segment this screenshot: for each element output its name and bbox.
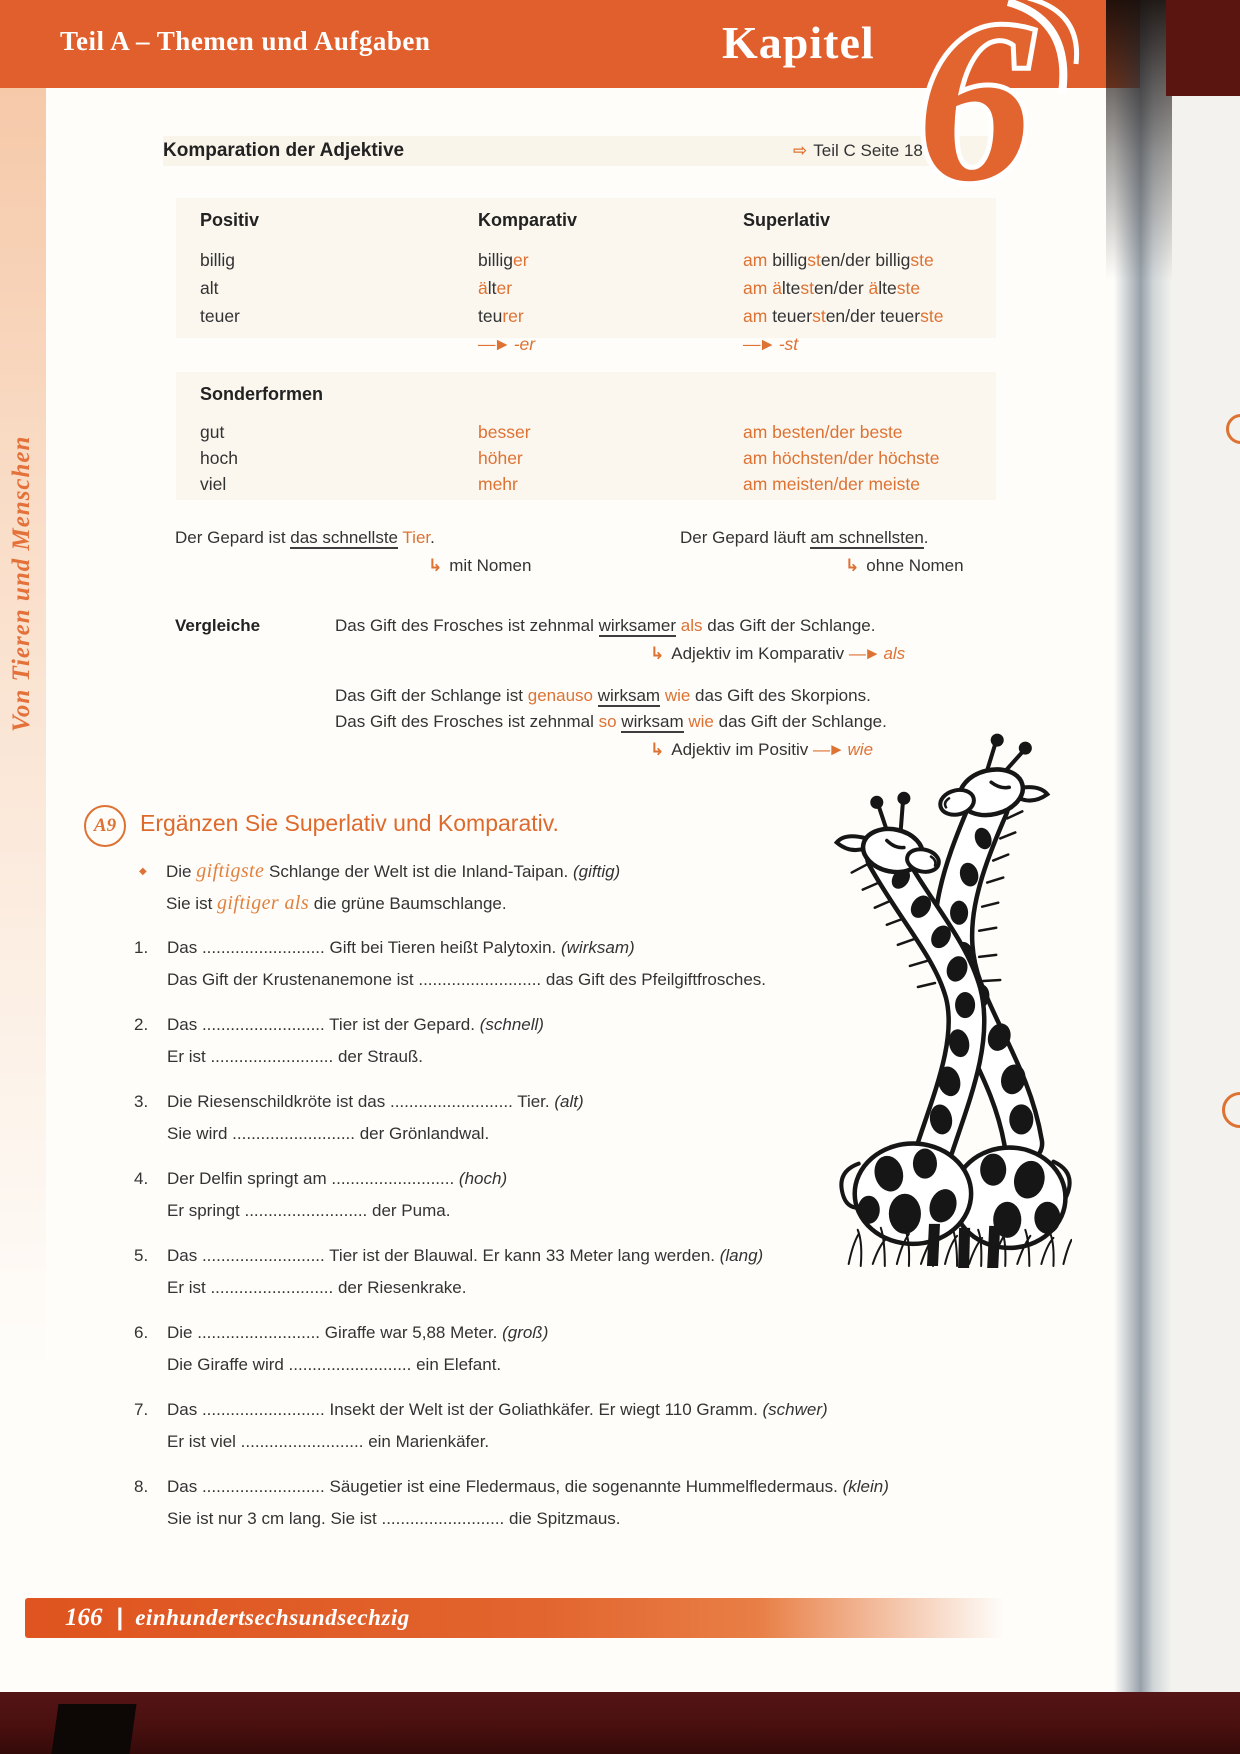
cell-positiv: viel	[200, 474, 227, 494]
comparison-note-1: ↳ Adjektiv im Komparativ —► als	[650, 644, 906, 663]
exercise-line: Er ist .......................... der Riesenkrake.	[167, 1278, 467, 1297]
suffix-komparativ: —► -er	[478, 334, 536, 354]
exercise-item-number: 6.	[134, 1323, 149, 1342]
note-arrow-icon: ↳	[845, 556, 860, 575]
bottom-cover-band	[0, 1692, 1240, 1754]
cell-superlativ: am ältesten/der älteste	[743, 278, 921, 298]
bottom-cover-tab	[51, 1704, 136, 1754]
exercise-line: Das .......................... Säugetier ist eine Fledermaus, die sogenannte Hummelfledermaus. (klein)	[167, 1477, 889, 1496]
cell-superlativ: am besten/der beste	[743, 422, 903, 442]
suffix-superlativ: —► -st	[743, 334, 799, 354]
footer-separator: |	[116, 1604, 124, 1631]
exercise-line: Der Delfin springt am .......................... (hoch)	[167, 1169, 508, 1188]
exercise-item-number: 5.	[134, 1246, 149, 1265]
cell-positiv: alt	[200, 278, 219, 298]
exercise-line: Das .......................... Insekt der Welt ist der Goliathkäfer. Er wiegt 110 Gramm. (schwer)	[167, 1400, 828, 1419]
cell-positiv: billig	[200, 250, 236, 270]
cell-positiv: gut	[200, 422, 225, 442]
example-right-note: ↳ ohne Nomen	[845, 556, 964, 575]
comparison-sentence-2: Das Gift der Schlange ist genauso wirksam wie das Gift des Skorpions.	[335, 686, 871, 705]
exercise-line: Er ist viel .......................... ein Marienkäfer.	[167, 1432, 490, 1451]
cell-superlativ: am meisten/der meiste	[743, 474, 921, 494]
exercise-line: Sie wird .......................... der Grönlandwal.	[167, 1124, 490, 1143]
col-header-komparativ: Komparativ	[478, 210, 578, 230]
exercise-item-number: 4.	[134, 1169, 149, 1188]
vergleiche-label: Vergleiche	[175, 616, 261, 635]
cell-komparativ: teurer	[478, 306, 524, 326]
arrow-icon: —►	[743, 334, 774, 354]
table-row	[200, 474, 1030, 495]
example-bullet-icon: ◆	[139, 866, 147, 877]
table-row	[200, 250, 1030, 271]
exercise-line: Die Giraffe wird .......................... ein Elefant.	[167, 1355, 502, 1374]
exercise-line: Die Riesenschildkröte ist das .......................... Tier. (alt)	[167, 1092, 584, 1111]
grammar-title: Komparation der Adjektive	[163, 140, 405, 161]
col-header-superlativ: Superlativ	[743, 210, 831, 230]
exercise-item-number: 8.	[134, 1477, 149, 1496]
exercise-badge: A9	[84, 805, 126, 847]
exercise-item-number: 3.	[134, 1092, 149, 1111]
exercise-example-line: Sie ist giftiger als die grüne Baumschlange.	[166, 892, 507, 914]
cell-komparativ: mehr	[478, 474, 518, 494]
footer-page-word: einhundertsechsundsechzig	[135, 1605, 410, 1630]
exercise-line: Das Gift der Krustenanemone ist .......................... das Gift des Pfeilgiftfrosches.	[167, 970, 767, 989]
exercise-line: Er ist .......................... der Strauß.	[167, 1047, 424, 1066]
chapter-number-graphic	[880, 0, 1080, 244]
note-arrow-icon: ↳	[428, 556, 443, 575]
chapter-word: Kapitel	[722, 17, 875, 68]
chapter-number: 6	[917, 0, 1033, 229]
exercise-line: Er springt .......................... der Puma.	[167, 1201, 451, 1220]
cell-positiv: hoch	[200, 448, 238, 468]
example-right: Der Gepard läuft am schnellsten.	[680, 528, 929, 547]
exercise-item-number: 1.	[134, 938, 149, 957]
cell-superlativ: am höchsten/der höchste	[743, 448, 940, 468]
exercise-line: Sie ist nur 3 cm lang. Sie ist .......................... die Spitzmaus.	[167, 1509, 621, 1528]
cell-komparativ: besser	[478, 422, 531, 442]
cell-positiv: teuer	[200, 306, 240, 326]
book-spine-shadow-top	[1106, 0, 1172, 280]
cell-superlativ: am billigsten/der billigste	[743, 250, 934, 270]
header-section-title: Teil A – Themen und Aufgaben	[60, 26, 431, 56]
arrow-right-icon: ⇨	[793, 141, 808, 160]
sidebar-vertical-title: Von Tieren und Menschen	[8, 435, 35, 732]
book-cover-corner	[1166, 0, 1240, 96]
cell-komparativ: älter	[478, 278, 513, 298]
exercise-line: Das .......................... Tier ist der Gepard. (schnell)	[167, 1015, 544, 1034]
sidebar-strip	[0, 88, 46, 1692]
table-row	[200, 422, 1030, 443]
exercise-title: Ergänzen Sie Superlativ und Komparativ.	[140, 810, 559, 836]
arrow-icon: —►	[848, 644, 879, 663]
exercise-item-number: 2.	[134, 1015, 149, 1034]
exercise-line: Die .......................... Giraffe war 5,88 Meter. (groß)	[167, 1323, 549, 1342]
cell-komparativ: billiger	[478, 250, 529, 270]
table-row	[200, 278, 1030, 299]
cell-superlativ: am teuersten/der teuerste	[743, 306, 944, 326]
example-left: Der Gepard ist das schnellste Tier.	[175, 528, 435, 547]
giraffes-illustration	[800, 710, 1072, 1272]
arrow-icon: —►	[478, 334, 509, 354]
exercise-line: Das .......................... Gift bei Tieren heißt Palytoxin. (wirksam)	[167, 938, 635, 957]
table-row	[200, 306, 1030, 327]
comparison-sentence-1: Das Gift des Frosches ist zehnmal wirksamer als das Gift der Schlange.	[335, 616, 876, 635]
sonderformen-title: Sonderformen	[200, 384, 324, 404]
cell-komparativ: höher	[478, 448, 523, 468]
comparison-sentence-3: Das Gift des Frosches ist zehnmal so wirksam wie das Gift der Schlange.	[335, 712, 887, 731]
note-arrow-icon: ↳	[650, 644, 665, 663]
note-arrow-icon: ↳	[650, 740, 665, 759]
table-suffix-row	[200, 334, 1030, 355]
exercise-item-number: 7.	[134, 1400, 149, 1419]
example-left-note: ↳ mit Nomen	[428, 556, 532, 575]
exercise-example-line: Die giftigste Schlange der Welt ist die Inland-Taipan. (giftig)	[166, 860, 621, 882]
page-number: 166	[65, 1604, 103, 1631]
cross-reference-label: Teil C Seite 180	[813, 141, 933, 160]
comparison-note-2: ↳ Adjektiv im Positiv —► wie	[650, 740, 874, 759]
table-row	[200, 448, 1030, 469]
arrow-icon: —►	[812, 740, 843, 759]
col-header-positiv: Positiv	[200, 210, 260, 230]
exercise-line: Das .......................... Tier ist der Blauwal. Er kann 33 Meter lang werden. (lang)	[167, 1246, 764, 1265]
page-footer-bar	[25, 1598, 1045, 1638]
